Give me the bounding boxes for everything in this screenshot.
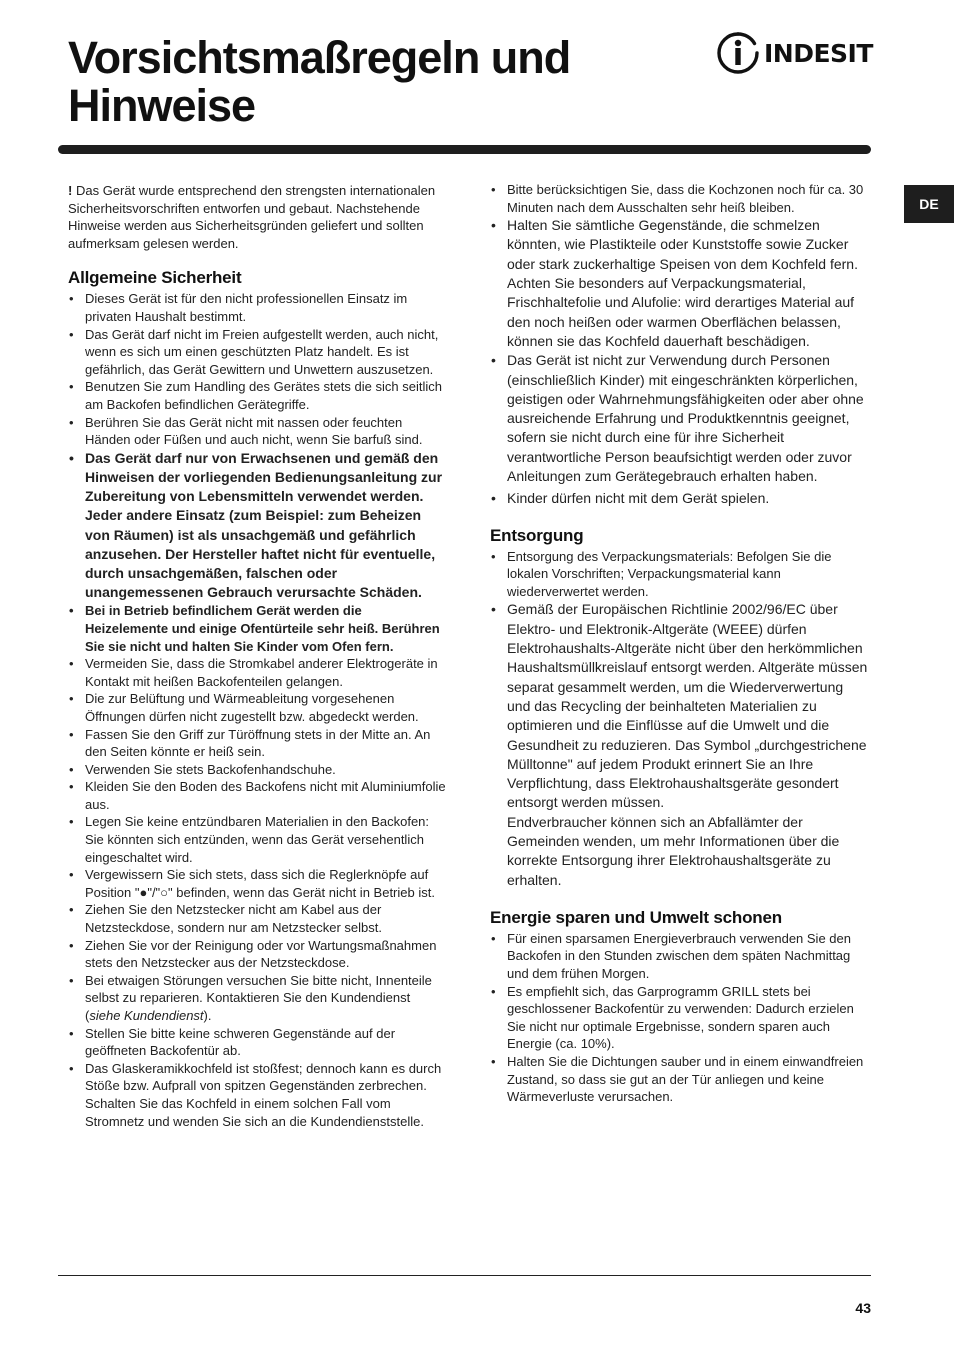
list-item-text: Bei etwaigen Störungen versuchen Sie bitte nicht, Innenteile selbst zu reparieren. Kontaktieren Sie den Kundendienst ( xyxy=(85,972,432,1023)
language-tab: DE xyxy=(904,185,954,223)
list-item: • Berühren Sie das Gerät nicht mit nassen oder feuchten Händen oder Füßen und auch nicht, wenn Sie barfuß sind. xyxy=(68,414,446,449)
indesit-logo-icon xyxy=(716,31,760,75)
list-item: • Das Gerät darf nicht im Freien aufgestellt werden, auch nicht, wenn es sich um einen geschützten Platz handelt. Es ist gefährlich, das Gerät Gewittern und Unwettern auszusetzen. xyxy=(68,326,446,379)
safety-list-continued xyxy=(490,181,868,509)
list-item: • Vermeiden Sie, dass die Stromkabel anderer Elektrogeräte in Kontakt mit heißen Backofenteilen gelangen. xyxy=(68,655,446,690)
list-item: • Das Gerät ist nicht zur Verwendung durch Personen (einschließlich Kinder) mit eingeschränkten körperlichen, geistigen oder Wahrnehmungsfähigkeiten oder aber ohne ausreichende Erfahrung und Produktkenntnis geeignet, sofern sie nicht durch eine für ihre Sicherheit verantwortliche Person beaufsichtigt werden oder zuvor Anleitungen zum Gerätegebrauch erhalten haben. xyxy=(490,351,868,486)
list-item: • Vergewissern Sie sich stets, dass sich die Reglerknöpfe auf Position "●"/"○" befinden, wenn das Gerät nicht in Betrieb ist. xyxy=(68,866,446,901)
list-item: • Halten Sie die Dichtungen sauber und in einem einwandfreien Zustand, so dass sie gut an der Tür anliegen und keine Wärmeverluste verursachen. xyxy=(490,1053,868,1106)
list-item: • Legen Sie keine entzündbaren Materialien in den Backofen: Sie könnten sich entzünden, wenn das Gerät versehentlich eingeschaltet wird. xyxy=(68,813,446,866)
warning-mark: ! xyxy=(68,183,73,198)
left-column xyxy=(68,182,446,1130)
list-item: • Gemäß der Europäischen Richtlinie 2002/96/EC über Elektro- und Elektronik-Altgeräte (WEEE) dürfen Elektrohaushalts-Altgeräte nicht über den herkömmlichen Haushaltsmüllkreislauf entsorgt werden. Altgeräte müssen separat gesammelt werden, um die Wiederverwertung und das Recycling der beinhalteten Materialien zu optimieren und die Einflüsse auf die Umwelt und die Gesundheit zu reduzieren. Das Symbol „durchgestrichene Mülltonne" auf jedem Produkt erinnert Sie an Ihre Verpflichtung, dass Elektrohaushaltsgeräte gesondert entsorgt werden müssen. xyxy=(490,600,868,812)
brand-name: INDESIT xyxy=(764,38,873,68)
page-number: 43 xyxy=(855,1300,871,1316)
list-item-bold: • Bei in Betrieb befindlichem Gerät werden die Heizelemente und einige Ofentürteile sehr heiß. Berühren Sie sie nicht und halten Sie Kinder vom Ofen fern. xyxy=(68,602,446,655)
customer-service-reference: siehe Kundendienst xyxy=(89,1008,204,1023)
intro-text: Das Gerät wurde entsprechend den strengsten internationalen Sicherheitsvorschriften entworfen und gebaut. Nachstehende Hinweise werden aus Sicherheitsgründen geliefert und sollten aufmerksam gelesen werden. xyxy=(68,183,436,251)
list-item: • Es empfiehlt sich, das Garprogramm GRILL stets bei geschlossener Backofentür zu verwenden: Dadurch erzielen Sie nicht nur optimale Ergebnisse, sondern sparen auch Energie (ca. 10%). xyxy=(490,983,868,1053)
list-item: • Die zur Belüftung und Wärmeableitung vorgesehenen Öffnungen dürfen nicht zugestellt bzw. abgedeckt werden. xyxy=(68,690,446,725)
indesit-logo xyxy=(716,30,874,76)
list-item: • Dieses Gerät ist für den nicht professionellen Einsatz im privaten Haushalt bestimmt. xyxy=(68,290,446,325)
list-item: • Für einen sparsamen Energieverbrauch verwenden Sie den Backofen in den Stunden zwischen dem späten Nachmittag und dem frühen Morgen. xyxy=(490,930,868,983)
list-item: • Entsorgung des Verpackungsmaterials: Befolgen Sie die lokalen Vorschriften; Verpackungsmaterial kann wiederverwertet werden. xyxy=(490,548,868,601)
list-item: • Halten Sie sämtliche Gegenstände, die schmelzen könnten, wie Plastikteile oder Kunststoffe sowie Zucker oder stark zuckerhaltige Speisen von dem Kochfeld fern. Achten Sie besonders auf Verpackungsmaterial, Frischhaltefolie und Alufolie: wird derartiges Material auf den noch heißen oder warmen Oberflächen belassen, können sie das Kochfeld dauerhaft beschädigen. xyxy=(490,216,868,351)
heading-disposal: Entsorgung xyxy=(490,525,584,545)
right-column xyxy=(490,181,868,1106)
heading-general-safety: Allgemeine Sicherheit xyxy=(68,268,242,288)
list-item: • Stellen Sie bitte keine schweren Gegenstände auf der geöffneten Backofentür ab. xyxy=(68,1025,446,1060)
safety-list xyxy=(68,290,446,1130)
list-item-bold: • Das Gerät darf nur von Erwachsenen und gemäß den Hinweisen der vorliegenden Bedienungsanleitung zur Zubereitung von Lebensmitteln verwendet werden. Jeder andere Einsatz (zum Beispiel: zum Beheizen von Räumen) ist als unsachgemäß und gefährlich anzusehen. Der Hersteller haftet nicht für eventuelle, durch unsachgemäßen, falschen oder unangemessenen Gebrauch verursachte Schäden. xyxy=(68,449,446,603)
disposal-section xyxy=(490,526,868,890)
intro-paragraph xyxy=(68,182,446,252)
reference-close: ). xyxy=(203,1008,212,1023)
heading-energy-saving: Energie sparen und Umwelt schonen xyxy=(490,907,782,927)
list-item: • Verwenden Sie stets Backofenhandschuhe. xyxy=(68,761,446,779)
disposal-continuation: Endverbraucher können sich an Abfallämter der Gemeinden wenden, um mehr Informationen über die korrekte Entsorgung ihrer Elektrohaushaltsgeräte zu erhalten. xyxy=(507,813,840,888)
list-item: • Kleiden Sie den Boden des Backofens nicht mit Aluminiumfolie aus. xyxy=(68,778,446,813)
footer-divider xyxy=(58,1275,871,1276)
header-divider xyxy=(58,145,871,154)
page-title: Vorsichtsmaßregeln und Hinweise xyxy=(68,32,571,131)
list-item: • Das Glaskeramikkochfeld ist stoßfest; dennoch kann es durch Stöße bzw. Aufprall von spitzen Gegenständen zerbrechen. Schalten Sie das Kochfeld in einem solchen Fall vom Stromnetz und wenden Sie sich an die Kundendienststelle. xyxy=(68,1060,446,1130)
energy-list xyxy=(490,930,868,1106)
energy-section xyxy=(490,908,868,1106)
list-item: • Bitte berücksichtigen Sie, dass die Kochzonen noch für ca. 30 Minuten nach dem Ausschalten sehr heiß bleiben. xyxy=(490,181,868,216)
list-item: • Ziehen Sie vor der Reinigung oder vor Wartungsmaßnahmen stets den Netzstecker aus der Netzsteckdose. xyxy=(68,937,446,972)
list-item: • Fassen Sie den Griff zur Türöffnung stets in der Mitte an. An den Seiten könnte er heiß sein. xyxy=(68,726,446,761)
list-item: • Ziehen Sie den Netzstecker nicht am Kabel aus der Netzsteckdose, sondern nur am Netzstecker selbst. xyxy=(68,901,446,936)
list-item: • Kinder dürfen nicht mit dem Gerät spielen. xyxy=(490,489,868,508)
list-item: • Benutzen Sie zum Handling des Gerätes stets die sich seitlich am Backofen befindlichen Gerätegriffe. xyxy=(68,378,446,413)
list-item xyxy=(68,972,446,1025)
disposal-list xyxy=(490,548,868,813)
